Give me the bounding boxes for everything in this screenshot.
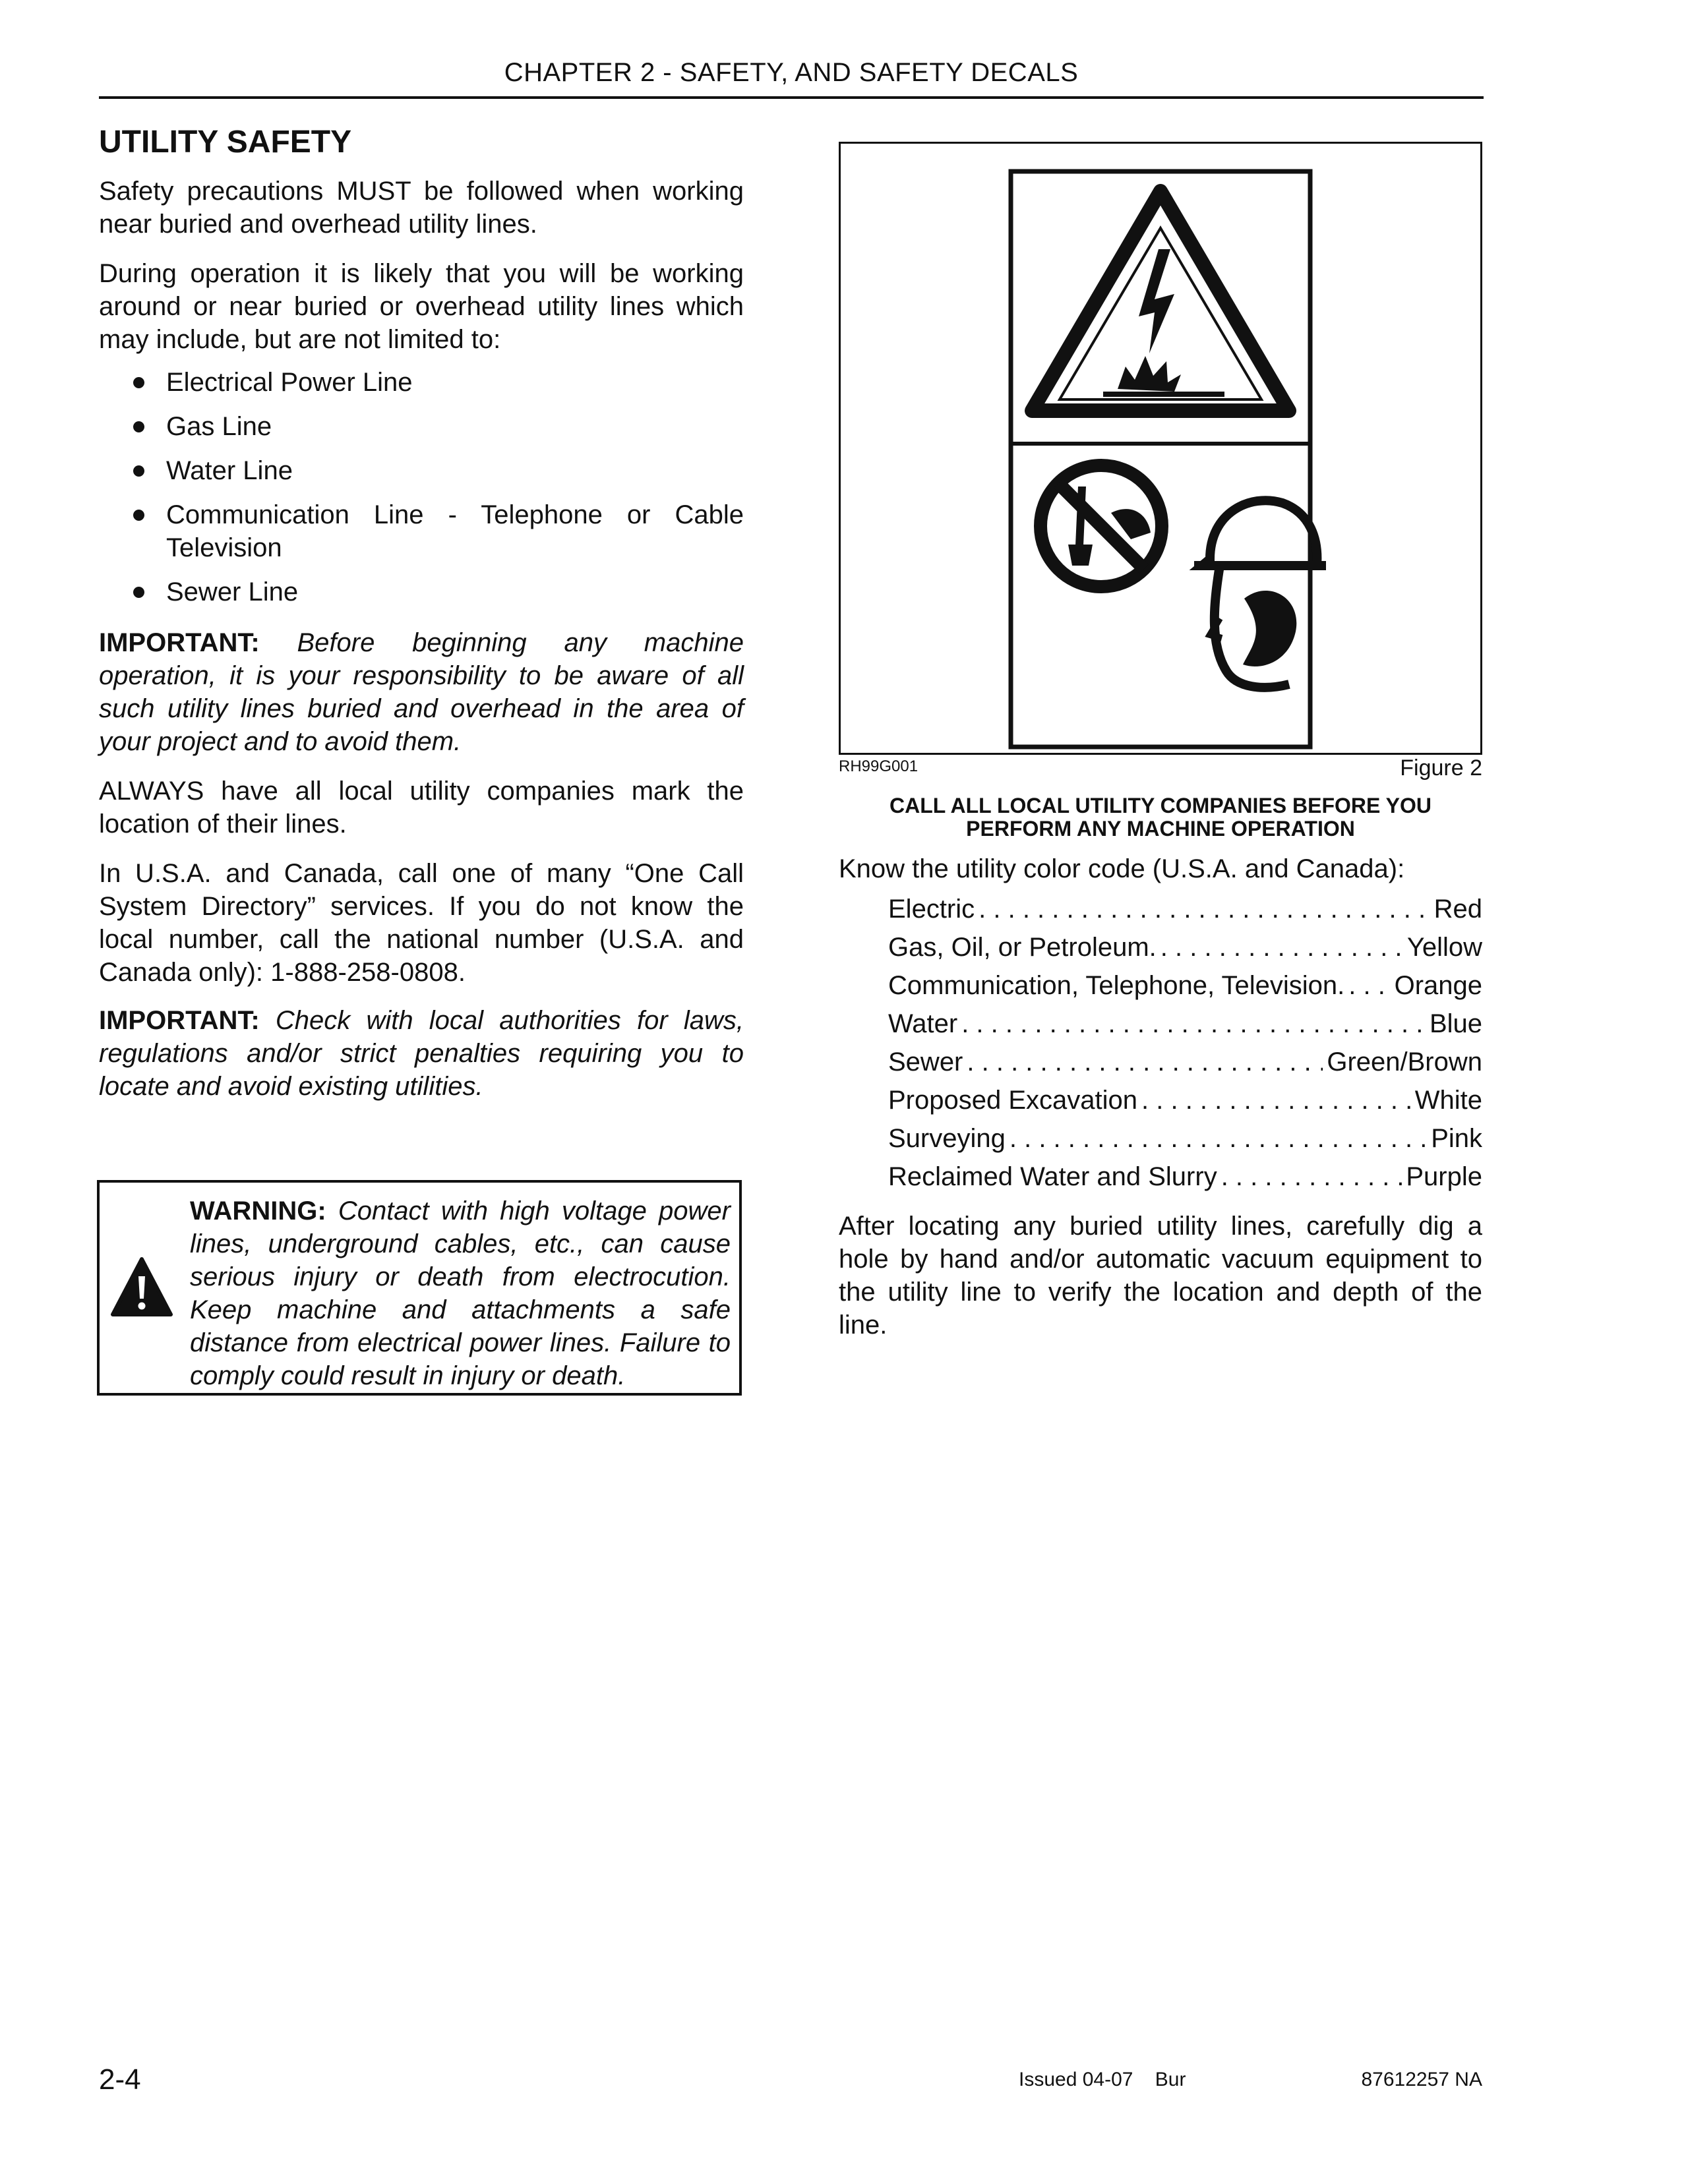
important-text: Before beginning any machine operation, it is your responsibility to be aware of all such utility lines buried and overhead in the area of your project and to avoid them. [99, 628, 744, 756]
warning-triangle-icon [110, 1256, 173, 1317]
issue-date: Issued 04-07 Bur [1019, 2069, 1186, 2090]
list-item: Sewer . . . Green/Brown [888, 1043, 1482, 1081]
header-rule [99, 96, 1484, 99]
list-item: Communication, Telephone, Television. . . . Orange [888, 966, 1482, 1005]
list-item: Communication Line - Telephone or Cable Television [99, 498, 744, 564]
bullet-icon [133, 377, 144, 388]
utility-line-list [99, 366, 744, 620]
list-item: Water . . . Blue [888, 1005, 1482, 1043]
no-digging-icon [1040, 465, 1162, 587]
bullet-icon [133, 465, 144, 477]
warning-box [97, 1180, 742, 1396]
important-notice-1 [99, 626, 744, 758]
list-item: Water Line [99, 454, 744, 487]
bullet-icon [133, 421, 144, 432]
chapter-header: CHAPTER 2 - SAFETY, AND SAFETY DECALS [504, 58, 1079, 87]
list-item: Electrical Power Line [99, 366, 744, 399]
safety-decal-figure [841, 144, 1480, 753]
list-item: Electric . . . Red [888, 890, 1482, 928]
color-code-intro: Know the utility color code (U.S.A. and Canada): [839, 854, 1405, 883]
paragraph-precautions: Safety precautions MUST be followed when working near buried and overhead utility lines. [99, 177, 744, 239]
list-item: Sewer Line [99, 576, 744, 608]
page-number: 2-4 [99, 2063, 141, 2096]
warning-text: WARNING: Contact with high voltage power lines, underground cables, etc., can cause serious injury or death from electrocution. Keep machine and attachments a safe distance from electrical power lines. Failure to comply could result in injury or death. [190, 1196, 731, 1390]
figure-id: RH99G001 [839, 757, 919, 775]
document-number: 87612257 NA [1361, 2069, 1482, 2090]
list-item: Gas, Oil, or Petroleum. . . . Yellow [888, 928, 1482, 966]
electrical-hazard-icon [1032, 191, 1289, 411]
list-item: Proposed Excavation . . . White [888, 1081, 1482, 1119]
call-utility-icon [1194, 500, 1326, 688]
list-item: Surveying . . . Pink [888, 1119, 1482, 1158]
list-item: Gas Line [99, 410, 744, 443]
figure-caption: CALL ALL LOCAL UTILITY COMPANIES BEFORE YOU PERFORM ANY MACHINE OPERATION [889, 794, 1432, 841]
important-label: IMPORTANT: [99, 1006, 260, 1035]
paragraph-one-call: In U.S.A. and Canada, call one of many “One Call System Directory” services. If you do not know the local number, call the national number (U.S.A. and Canada only): 1-888-258-0808. [99, 859, 744, 987]
paragraph-after-locating: After locating any buried utility lines, carefully dig a hole by hand and/or automatic vacuum equipment to the utility line to verify the location and depth of the line. [839, 1212, 1482, 1340]
figure-label: Figure 2 [1400, 755, 1482, 781]
figure-box [839, 142, 1482, 755]
color-code-list [888, 890, 1482, 1196]
paragraph-operation: During operation it is likely that you will be working around or near buried or overhead utility lines which may include, but are not limited to: [99, 259, 744, 354]
important-notice-2 [99, 1004, 744, 1103]
important-text: Check with local authorities for laws, regulations and/or strict penalties requiring you to locate and avoid existing utilities. [99, 1006, 744, 1101]
paragraph-mark-lines: ALWAYS have all local utility companies mark the location of their lines. [99, 777, 744, 839]
section-heading: UTILITY SAFETY [99, 125, 352, 160]
important-label: IMPORTANT: [99, 628, 260, 657]
bullet-icon [133, 510, 144, 521]
warning-label: WARNING: [190, 1196, 326, 1225]
list-item: Reclaimed Water and Slurry . . . Purple [888, 1158, 1482, 1196]
bullet-icon [133, 587, 144, 598]
